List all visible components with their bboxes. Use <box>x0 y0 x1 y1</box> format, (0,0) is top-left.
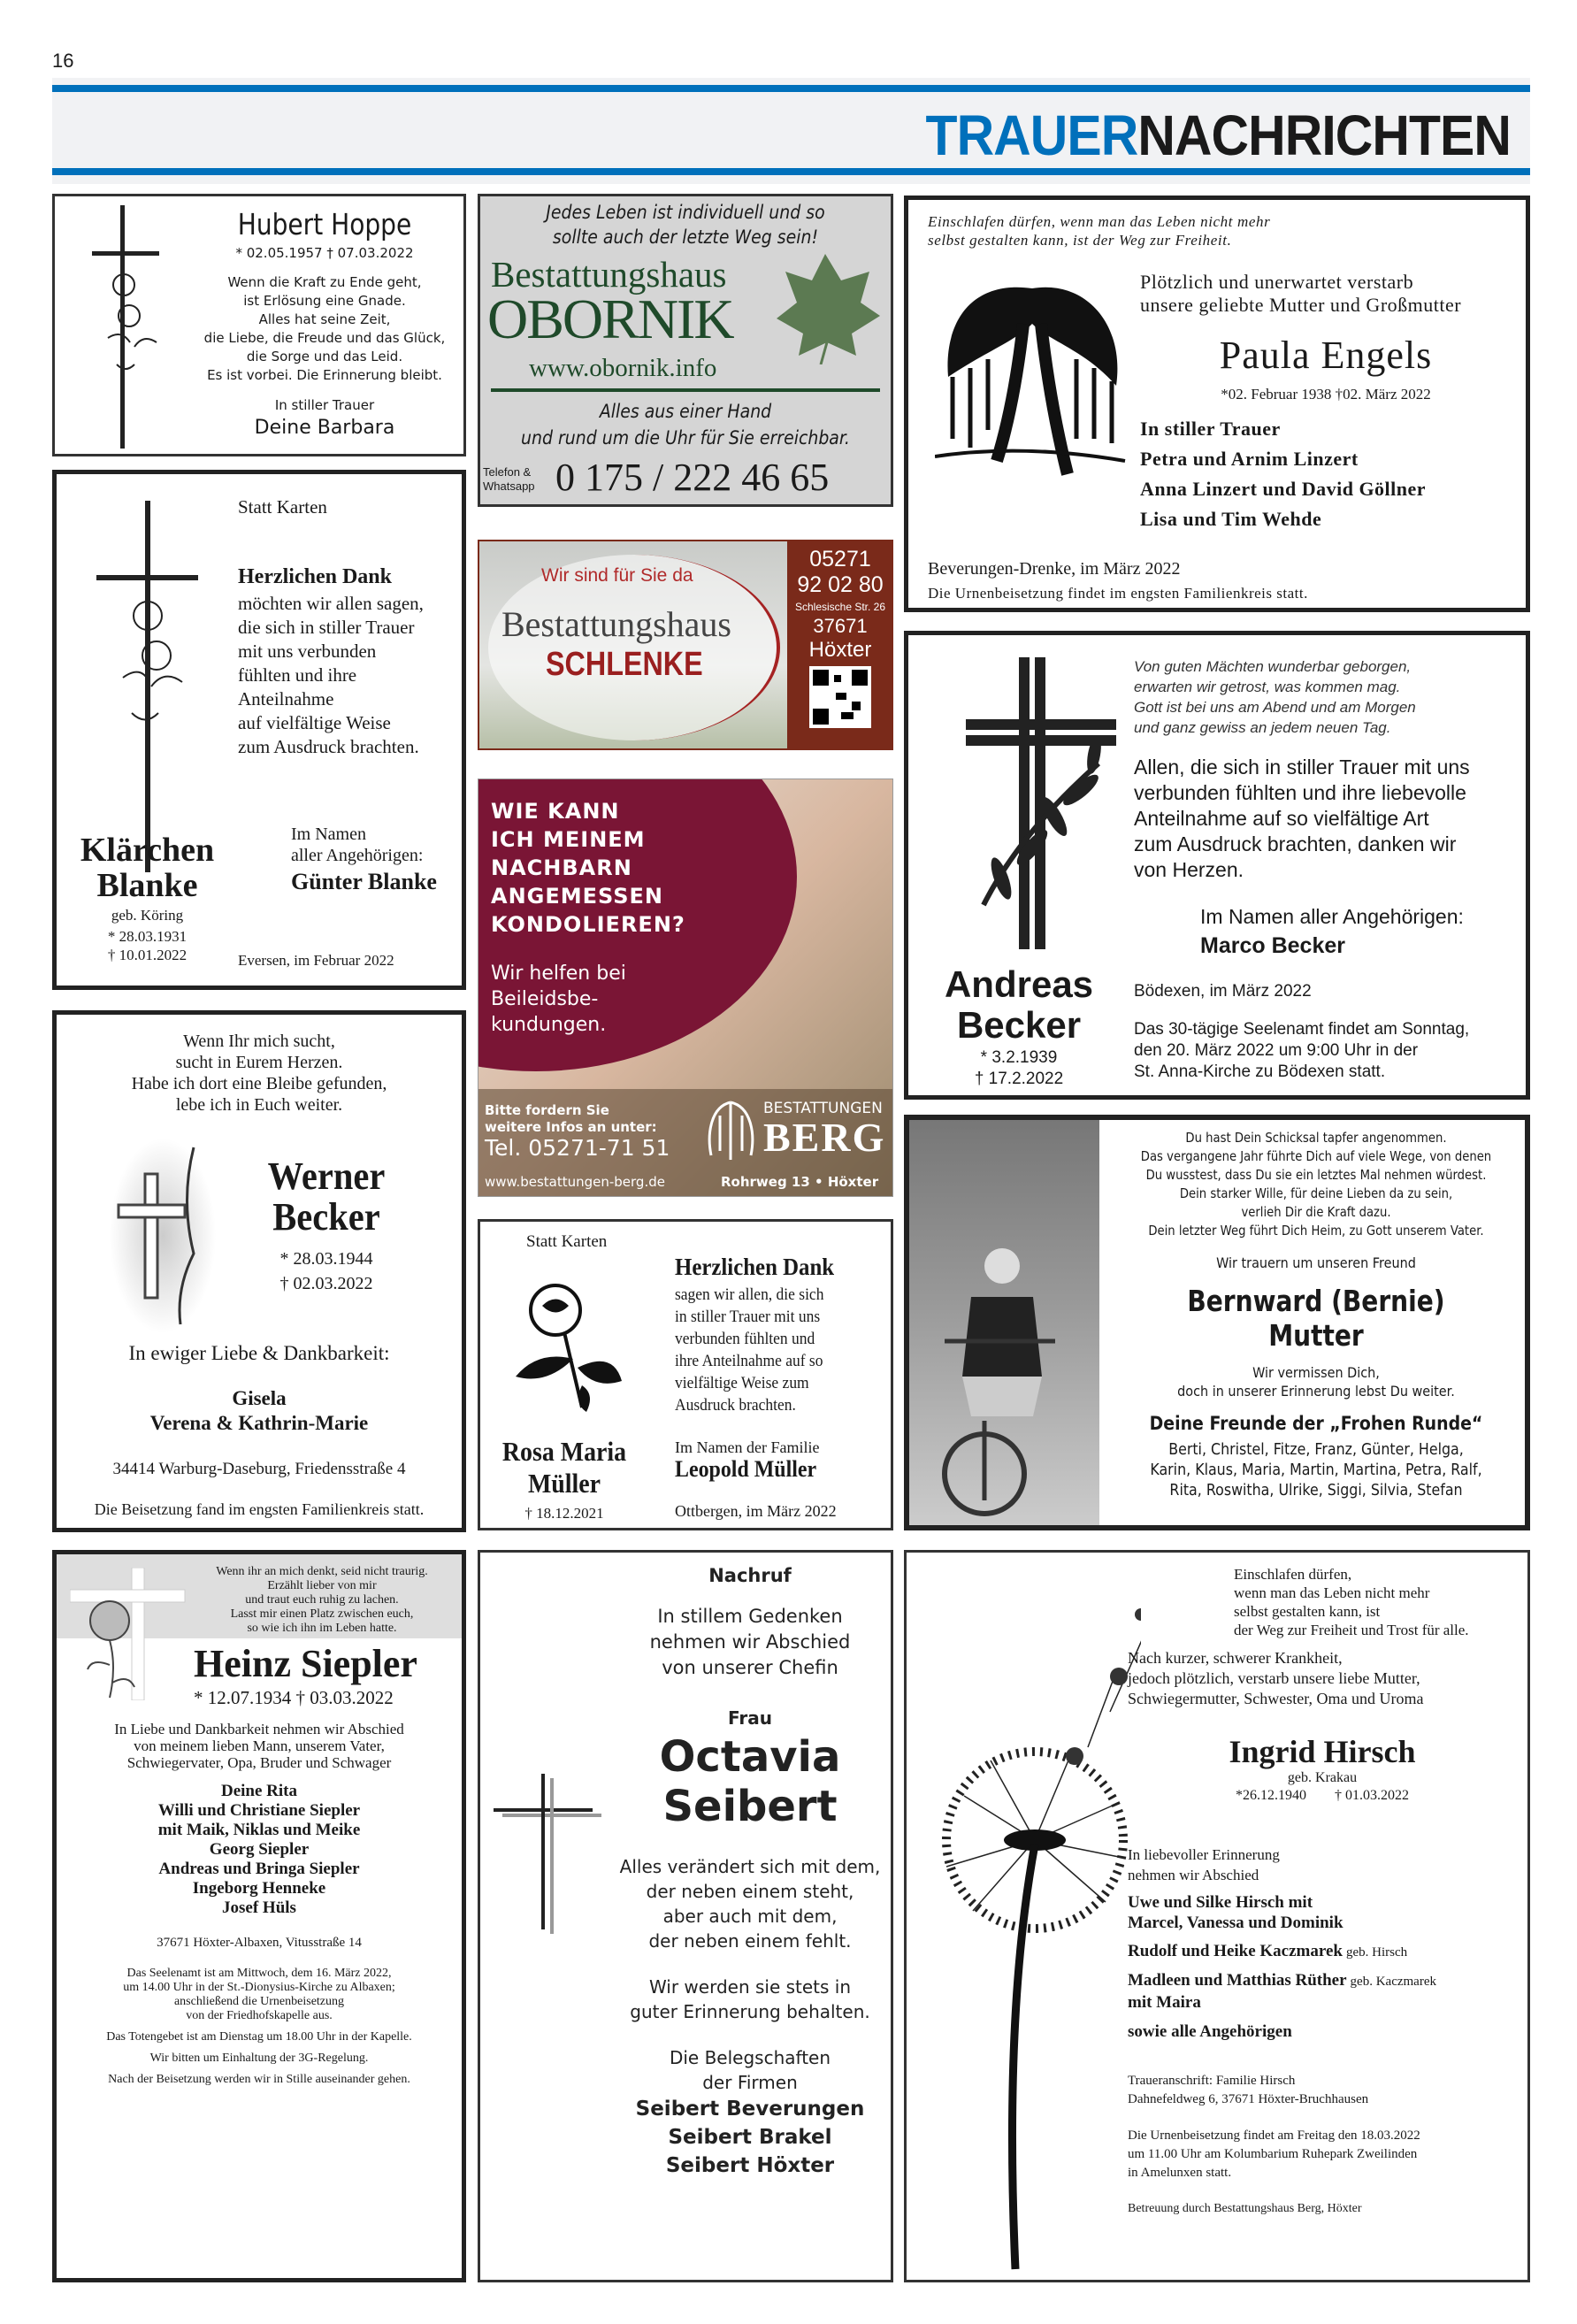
phone-area: 05271 <box>809 547 871 571</box>
street: Schlesische Str. 26 <box>794 601 886 613</box>
deceased-name: Octavia Seibert <box>659 1732 841 1831</box>
deceased-name: Rosa Maria Müller <box>501 1436 627 1499</box>
address: 37671 Höxter-Albaxen, Vitusstraße 14 <box>157 1936 362 1950</box>
intro: Plötzlich und unerwartet verstarb unsere geliebte Mutter und Großmutter <box>1140 271 1462 316</box>
poem: Von guten Mächten wunderbar geborgen, erwarten wir getrost, was kommen mag. Gott ist bei uns am Abend und am Morgen und ganz gewiss an jedem neuen Tag. <box>1134 658 1416 736</box>
deceased-name: Andreas Becker <box>944 963 1094 1046</box>
maiden-name: geb. Köring <box>111 907 184 924</box>
city: Höxter <box>808 638 872 662</box>
memory-line: Wir werden sie stets in guter Erinnerung behalten. <box>630 1976 870 2022</box>
life-dates: * 28.03.1931 † 10.01.2022 <box>107 928 188 963</box>
signer: Leopold Müller <box>675 1456 817 1482</box>
ad-brand-name: OBORNIK <box>487 288 733 350</box>
deceased-name: Klärchen Blanke <box>80 832 215 904</box>
ad-berg <box>478 779 893 1197</box>
deceased-name: Bernward (Bernie) Mutter <box>1187 1284 1445 1353</box>
relatives: sowie alle Angehörigen <box>1128 2022 1292 2041</box>
ad-tagline: Alles aus einer Hand und rund um die Uhr für Sie erreichbar. <box>521 401 850 449</box>
dandelion-icon <box>920 1570 1141 2278</box>
obituary-heinz-siepler <box>52 1550 466 2282</box>
family-3-maiden: geb. Kaczmarek <box>1350 1975 1436 1989</box>
deceased-name: Hubert Hoppe <box>237 207 412 242</box>
intro: Nach kurzer, schwerer Krankheit, jedoch plötzlich, verstarb unsere liebe Mutter, Schwiegermutter, Schwester, Oma und Uroma <box>1128 1649 1424 1707</box>
obituary-rosa-maria-mueller <box>478 1219 893 1530</box>
deceased-name: Werner Becker <box>267 1154 386 1239</box>
deceased-name: Ingrid Hirsch <box>1229 1734 1416 1769</box>
ad-schlenke <box>478 540 893 750</box>
place-date: Ottbergen, im März 2022 <box>675 1502 837 1520</box>
after-note: Nach der Beisetzung werden wir in Stille auseinander gehen. <box>108 2073 410 2086</box>
signer: Günter Blanke <box>291 869 437 894</box>
place-date: Eversen, im Februar 2022 <box>238 952 394 969</box>
thanks-text: sagen wir allen, die sich in stiller Trauer mit uns verbunden fühlten und ihre Anteilnahme auf so vielfältige Weise zum Ausdruck brachten. <box>675 1285 824 1415</box>
obituary-octavia-seibert <box>478 1550 893 2282</box>
statt-karten: Statt Karten <box>238 496 327 518</box>
ad-url[interactable]: www.obornik.info <box>529 354 717 382</box>
ad-phone: Tel. 05271-71 51 <box>485 1135 670 1161</box>
family-3: Madleen und Matthias Rüther <box>1128 1971 1347 1990</box>
obituary-bernward-mutter <box>904 1115 1530 1530</box>
double-cross-icon <box>494 1774 604 1937</box>
thanks-heading: Herzlichen Dank <box>238 565 392 588</box>
ad-headline: WIE KANN ICH MEINEM NACHBARN ANGEMESSEN KONDOLIEREN? <box>491 799 685 937</box>
love-line: In ewiger Liebe & Dankbarkeit: <box>128 1342 390 1364</box>
obituary-werner-becker <box>52 1010 466 1532</box>
intro: In stillem Gedenken nehmen wir Abschied von unserer Chefin <box>649 1606 851 1678</box>
thanks-text: Allen, die sich in stiller Trauer mit uns verbunden fühlten und ihre liebevolle Anteilnahme auf so vielfältige Art zum Ausdruck brachten, danken wir von Herzen. <box>1134 755 1470 881</box>
poem: Du hast Dein Schicksal tapfer angenommen. Das vergangene Jahr führte Dich auf viele Wege, von denen Du wusstest, dass Du sie ein letztes Mal nehmen würdest. Dein starker Wille, für deine Lieben da zu sein, verlieh Dir die Kraft dazu. Dein letzter Weg führt Dich Heim, zu Gott unserem Vater. <box>1140 1130 1492 1239</box>
on-behalf: Im Namen aller Angehörigen: <box>291 825 424 865</box>
ad-phone: 92 02 80 <box>797 572 884 597</box>
statt-karten: Statt Karten <box>526 1232 608 1251</box>
poem: Wenn ihr an mich denkt, seid nicht traurig. Erzählt lieber von mir und traut euch ruhig zu lachen. Lasst mir einen Platz zwischen euch, so wie ich ihn im Leben hatte. <box>216 1565 428 1635</box>
ad-url[interactable]: www.bestattungen-berg.de <box>485 1174 665 1190</box>
header-rule <box>52 168 1530 175</box>
on-behalf: Im Namen der Familie <box>675 1438 820 1456</box>
obituary-andreas-becker <box>904 631 1530 1100</box>
section-header <box>52 78 1530 184</box>
farewell: In liebevoller Erinnerung nehmen wir Abschied <box>1128 1846 1280 1883</box>
ad-brand: Bestattungshaus <box>501 604 731 644</box>
zip: 37671 <box>813 615 868 637</box>
ad-address: Rohrweg 13 • Höxter <box>721 1174 879 1190</box>
signers: In stiller Trauer Petra und Arnim Linzert Anna Linzert und David Göllner Lisa und Tim Wehde <box>1140 418 1427 530</box>
ad-brand-name: SCHLENKE <box>546 646 703 683</box>
thanks-text: möchten wir allen sagen, die sich in stiller Trauer mit uns verbunden fühlten und ihre Anteilnahme auf vielfältige Weise zum Ausdruck brachten. <box>238 593 424 757</box>
signer: Marco Becker <box>1200 933 1345 958</box>
ad-brand-small: BESTATTUNGEN <box>763 1100 883 1117</box>
maiden-name: geb. Krakau <box>1287 1770 1358 1785</box>
friends-list: Berti, Christel, Fitze, Franz, Günter, Helga, Karin, Klaus, Maria, Martin, Martina, Petra, Ralf, Rita, Roswitha, Ulrike, Siggi, Silvia, Stefan <box>1150 1440 1482 1499</box>
deceased-name: Paula Engels <box>1219 334 1433 377</box>
place-date: Beverungen-Drenke, im März 2022 <box>928 559 1181 579</box>
intro: Wir trauern um unseren Freund <box>1216 1254 1416 1271</box>
life-dates: * 28.03.1944 † 02.03.2022 <box>279 1249 373 1293</box>
place-date: Bödexen, im März 2022 <box>1134 982 1312 1001</box>
service-info: Die Urnenbeisetzung findet am Freitag den 18.03.2022 um 11.00 Uhr am Kolumbarium Ruhepark Zweilinden in Amelunxen statt. <box>1128 2128 1420 2180</box>
section-title: TRAUERNACHRICHTEN <box>925 104 1511 167</box>
staff-line: Die Belegschaften der Firmen <box>669 2047 831 2093</box>
qr-code-icon[interactable] <box>809 666 871 728</box>
cross-with-olive-branch-icon <box>966 657 1129 958</box>
obituary-klaerchen-blanke <box>52 470 466 990</box>
miss-line: Wir vermissen Dich, doch in unserer Erinnerung lebst Du weiter. <box>1177 1364 1455 1400</box>
deceased-name: Heinz Siepler <box>194 1642 417 1685</box>
address: 34414 Warburg-Daseburg, Friedensstraße 4 <box>112 1460 406 1478</box>
poem: Wenn Ihr mich sucht, sucht in Eurem Herzen. Habe ich dort eine Bleibe gefunden, lebe ich in Euch weiter. <box>131 1032 387 1115</box>
family-2: Rudolf und Heike Kaczmarek <box>1128 1942 1343 1960</box>
on-behalf: Im Namen aller Angehörigen: <box>1200 905 1464 928</box>
address: Traueranschrift: Familie Hirsch Dahnefeldweg 6, 37671 Höxter-Bruchhausen <box>1128 2074 1369 2106</box>
funeral-home: Betreuung durch Bestattungshaus Berg, Höxter <box>1128 2202 1362 2215</box>
life-dates: * 02.05.1957 † 07.03.2022 <box>235 245 414 261</box>
cyclist-photo <box>909 1120 1099 1527</box>
cross-with-roses-icon <box>90 205 161 449</box>
poem: Wenn die Kraft zu Ende geht, ist Erlösung eine Gnade. Alles hat seine Zeit, die Liebe, die Freude und das Glück, die Sorge und das Leid. Es ist vorbei. Die Erinnerung bleibt. <box>203 274 446 383</box>
poem: Einschlafen dürfen, wenn man das Leben nicht mehr selbst gestalten kann, ist der Weg zur Freiheit. <box>928 213 1271 249</box>
mourning-line: In stiller Trauer <box>274 397 375 413</box>
ad-brand: Bestattungshaus <box>491 254 727 295</box>
intro: In Liebe und Dankbarkeit nehmen wir Abschied von meinem lieben Mann, unserem Vater, Schwiegervater, Opa, Bruder und Schwager <box>114 1721 404 1771</box>
cross-with-roses-icon <box>96 501 198 872</box>
prayer-info: Das Totengebet ist am Dienstag um 18.00 Uhr in der Kapelle. <box>106 2030 412 2044</box>
life-dates: *02. Februar 1938 †02. März 2022 <box>1221 386 1431 403</box>
ad-obornik <box>478 194 893 507</box>
signers: Deine Rita Willi und Christiane Siepler mit Maik, Niklas und Meike Georg Siepler Andreas und Bringa Siepler Ingeborg Henneke Josef Hüls <box>157 1782 361 1917</box>
ad-slogan: Jedes Leben ist individuell und so sollte auch der letzte Weg sein! <box>546 202 825 248</box>
ad-slogan: Wir sind für Sie da <box>541 565 693 586</box>
thanks-heading: Herzlichen Dank <box>675 1254 835 1280</box>
ad-info: Bitte fordern Sie weitere Infos an unter: <box>485 1102 657 1135</box>
family-3-child: mit Maira <box>1128 1993 1201 2012</box>
obituary-ingrid-hirsch <box>904 1550 1530 2282</box>
service-info: Das Seelenamt ist am Mittwoch, dem 16. März 2022, um 14.00 Uhr in der St.-Dionysius-Kirche zu Albaxen; anschließend die Urnenbeisetzung von der Friedhofskapelle aus. <box>123 1967 395 2022</box>
obituary-hubert-hoppe <box>52 194 466 456</box>
cross-with-ivy-icon <box>110 1139 216 1333</box>
poem: Einschlafen dürfen, wenn man das Leben nicht mehr selbst gestalten kann, ist der Weg zur Freiheit und Trost für alle. <box>1234 1566 1469 1638</box>
ad-contact-panel <box>787 541 893 748</box>
group-name: Deine Freunde der „Frohen Runde“ <box>1149 1413 1483 1434</box>
covid-rule: Wir bitten um Einhaltung der 3G-Regelung. <box>149 2052 369 2065</box>
willow-tree-icon <box>707 1098 755 1164</box>
rose-icon <box>507 1279 622 1412</box>
signer: Deine Barbara <box>254 417 395 439</box>
page-number: 16 <box>52 50 74 72</box>
ad-brand-name: BERG <box>763 1115 886 1160</box>
cross-with-rose-icon <box>70 1568 189 1700</box>
obituary-paula-engels <box>904 196 1530 612</box>
signers: Gisela Verena & Kathrin-Marie <box>149 1387 369 1434</box>
title-frau: Frau <box>728 1707 772 1729</box>
poem: Alles verändert sich mit dem, der neben einem steht, aber auch mit dem, der neben einem fehlt. <box>619 1856 881 1952</box>
family-2-maiden: geb. Hirsch <box>1345 1945 1408 1960</box>
ad-subline: Wir helfen bei Beileidsbe- kundungen. <box>491 963 626 1036</box>
life-dates: * 3.2.1939 † 17.2.2022 <box>974 1048 1064 1088</box>
willow-tree-icon <box>935 271 1129 483</box>
life-dates: *26.12.1940 † 01.03.2022 <box>1236 1788 1409 1803</box>
leaf-icon <box>772 249 883 364</box>
firms: Seibert Beverungen Seibert Brakel Seibert Höxter <box>635 2098 865 2177</box>
header-rule <box>52 85 1530 92</box>
life-dates: * 12.07.1934 † 03.03.2022 <box>194 1687 394 1708</box>
life-dates: † 18.12.2021 <box>524 1505 604 1522</box>
ad-phone: 0 175 / 222 46 65 <box>555 456 830 499</box>
nachruf-heading: Nachruf <box>708 1565 792 1586</box>
service-info: Das 30-tägige Seelenamt findet am Sonntag, den 20. März 2022 um 9:00 Uhr in der St. Anna-Kirche zu Bödexen statt. <box>1134 1020 1470 1081</box>
phone-label: Telefon & Whatsapp <box>483 465 535 493</box>
burial-note: Die Beisetzung fand im engsten Familienkreis statt. <box>94 1500 425 1518</box>
family-1: Uwe und Silke Hirsch mit Marcel, Vanessa und Dominik <box>1128 1893 1344 1932</box>
divider <box>491 388 880 392</box>
burial-note: Die Urnenbeisetzung findet im engsten Familienkreis statt. <box>928 585 1308 602</box>
